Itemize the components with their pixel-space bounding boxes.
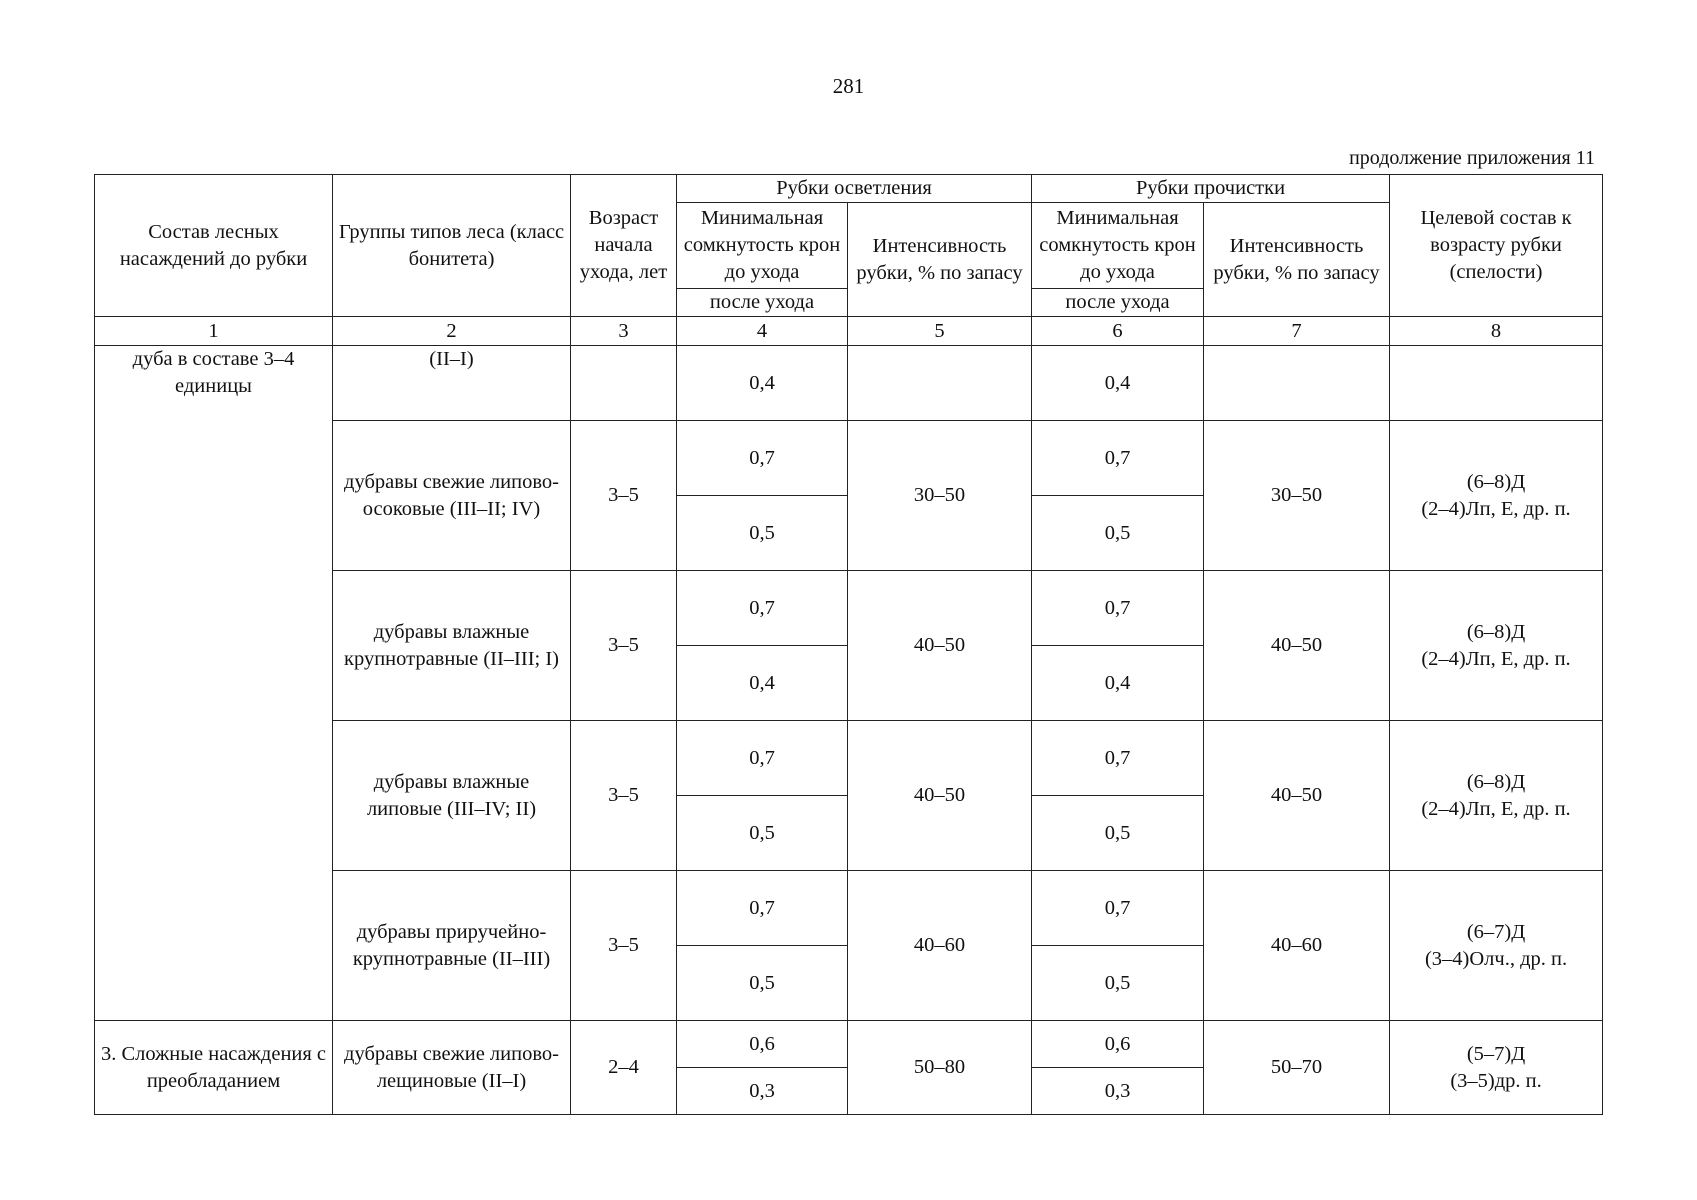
column-number: 5 <box>848 317 1032 346</box>
density-after-b: 0,5 <box>1032 496 1204 571</box>
intensity-b-cell: 40–60 <box>1204 871 1390 1021</box>
target-line-2: (3–5)др. п. <box>1450 1069 1542 1092</box>
column-number: 8 <box>1390 317 1603 346</box>
composition-cell: 3. Сложные насаждения с преобладанием <box>95 1021 333 1115</box>
target-cell <box>1390 1021 1603 1115</box>
density-a-cell: 0,4 <box>677 346 848 421</box>
intensity-a-cell: 40–50 <box>848 721 1032 871</box>
intensity-b-cell: 40–50 <box>1204 721 1390 871</box>
density-after-a: 0,3 <box>677 1068 848 1115</box>
column-number: 4 <box>677 317 848 346</box>
target-line-1: (5–7)Д <box>1466 1042 1526 1065</box>
density-after-b: 0,4 <box>1032 646 1204 721</box>
density-before-a: 0,7 <box>677 721 848 796</box>
header-age: Возраст начала ухода, лет <box>571 175 677 317</box>
header-target-composition: Целевой состав к возрасту рубки (спелости) <box>1390 175 1603 317</box>
age-cell <box>571 346 677 421</box>
density-after-b: 0,5 <box>1032 796 1204 871</box>
header-composition: Состав лесных насаждений до рубки <box>95 175 333 317</box>
intensity-b-cell <box>1204 346 1390 421</box>
intensity-a-cell: 40–60 <box>848 871 1032 1021</box>
target-line-1: (6–8)Д <box>1466 470 1526 493</box>
age-cell: 3–5 <box>571 721 677 871</box>
density-after-b: 0,5 <box>1032 946 1204 1021</box>
density-before-a: 0,7 <box>677 571 848 646</box>
target-line-2: (2–4)Лп, Е, др. п. <box>1421 647 1571 670</box>
target-line-2: (2–4)Лп, Е, др. п. <box>1421 797 1571 820</box>
header-after-care-a: после ухода <box>677 289 848 317</box>
composition-cell: дуба в составе 3–4 единицы <box>95 346 333 1021</box>
header-intensity-b: Интенсивность рубки, % по запасу <box>1204 203 1390 317</box>
density-before-b: 0,6 <box>1032 1021 1204 1068</box>
header-group-cleaning: Рубки прочистки <box>1032 175 1390 203</box>
forest-care-table <box>94 174 1603 1115</box>
forest-type-cell: (II–I) <box>333 346 571 421</box>
header-intensity-a: Интенсивность рубки, % по запасу <box>848 203 1032 317</box>
header-group-lightening: Рубки осветления <box>677 175 1032 203</box>
target-line-1: (6–8)Д <box>1466 770 1526 793</box>
forest-type-cell: дубравы влажные липовые (III–IV; II) <box>333 721 571 871</box>
density-after-a: 0,5 <box>677 796 848 871</box>
header-after-care-b: после ухода <box>1032 289 1204 317</box>
forest-type-cell: дубравы свежие липово-осоковые (III–II; IV) <box>333 421 571 571</box>
age-cell: 3–5 <box>571 871 677 1021</box>
column-number: 3 <box>571 317 677 346</box>
target-line-2: (2–4)Лп, Е, др. п. <box>1421 497 1571 520</box>
column-number: 1 <box>95 317 333 346</box>
density-before-b: 0,7 <box>1032 571 1204 646</box>
target-line-1: (6–7)Д <box>1466 920 1526 943</box>
intensity-b-cell: 40–50 <box>1204 571 1390 721</box>
forest-type-cell: дубравы приручейно-крупнотравные (II–III) <box>333 871 571 1021</box>
intensity-a-cell: 30–50 <box>848 421 1032 571</box>
intensity-b-cell: 50–70 <box>1204 1021 1390 1115</box>
page-number: 281 <box>832 74 865 98</box>
column-number: 2 <box>333 317 571 346</box>
continuation-note: продолжение приложения 11 <box>1349 147 1595 169</box>
density-b-cell: 0,4 <box>1032 346 1204 421</box>
density-after-a: 0,5 <box>677 946 848 1021</box>
density-after-a: 0,4 <box>677 646 848 721</box>
target-line-2: (3–4)Олч., др. п. <box>1424 947 1568 970</box>
target-cell <box>1390 571 1603 721</box>
density-after-a: 0,5 <box>677 496 848 571</box>
age-cell: 3–5 <box>571 421 677 571</box>
density-before-a: 0,7 <box>677 421 848 496</box>
header-forest-type: Группы типов леса (класс бонитета) <box>333 175 571 317</box>
density-before-b: 0,7 <box>1032 421 1204 496</box>
density-before-a: 0,7 <box>677 871 848 946</box>
target-line-1: (6–8)Д <box>1466 620 1526 643</box>
density-before-b: 0,7 <box>1032 721 1204 796</box>
intensity-a-cell: 50–80 <box>848 1021 1032 1115</box>
density-before-a: 0,6 <box>677 1021 848 1068</box>
target-cell <box>1390 871 1603 1021</box>
age-cell: 2–4 <box>571 1021 677 1115</box>
header-min-density-b: Минимальная сомкнутость крон до ухода <box>1032 203 1204 289</box>
intensity-a-cell <box>848 346 1032 421</box>
intensity-b-cell: 30–50 <box>1204 421 1390 571</box>
forest-type-cell: дубравы влажные крупнотравные (II–III; I) <box>333 571 571 721</box>
column-number: 7 <box>1204 317 1390 346</box>
target-cell <box>1390 421 1603 571</box>
age-cell: 3–5 <box>571 571 677 721</box>
intensity-a-cell: 40–50 <box>848 571 1032 721</box>
target-cell <box>1390 346 1603 421</box>
forest-type-cell: дубравы свежие липово-лещиновые (II–I) <box>333 1021 571 1115</box>
density-before-b: 0,7 <box>1032 871 1204 946</box>
header-min-density-a: Минимальная сомкнутость крон до ухода <box>677 203 848 289</box>
target-cell <box>1390 721 1603 871</box>
density-after-b: 0,3 <box>1032 1068 1204 1115</box>
column-number: 6 <box>1032 317 1204 346</box>
